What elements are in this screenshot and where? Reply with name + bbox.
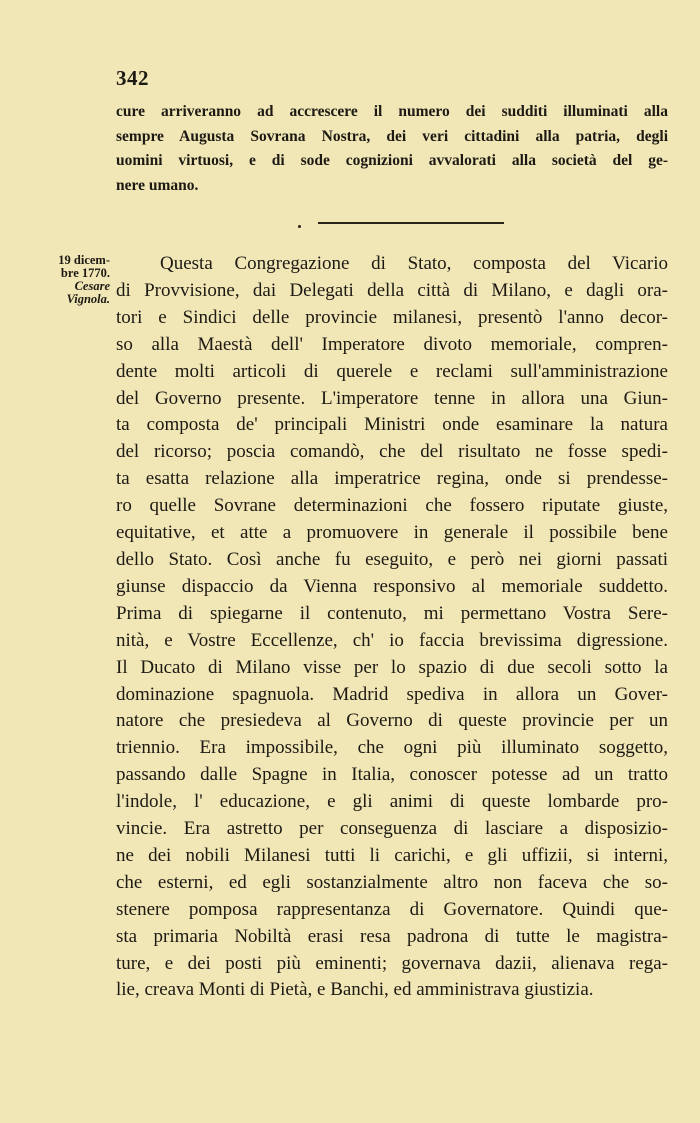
text-line: stenere pomposa rappresentanza di Governatore. Quindi que- — [116, 898, 668, 920]
page-number: 342 — [116, 66, 149, 90]
text-line: so alla Maestà dell' Imperatore divoto memoriale, compren- — [116, 333, 668, 355]
text-line: equitative, et atte a promuovere in generale il possibile bene — [116, 522, 668, 544]
text-line: Questa Congregazione di Stato, composta del Vicario — [160, 253, 668, 274]
divider-dot — [298, 225, 301, 228]
text-line: del Governo presente. L'imperatore tenne in allora una Giun- — [116, 387, 668, 409]
text-line: nità, e Vostre Eccellenze, ch' io faccia brevissima digressione. — [116, 629, 668, 651]
intro-paragraph — [116, 100, 668, 198]
text-line: Il Ducato di Milano visse per lo spazio di due secoli sotto la — [116, 656, 668, 678]
margin-author-line-2: Vignola. — [66, 292, 110, 306]
text-line: ta composta de' principali Ministri onde esaminare la natura — [116, 414, 668, 436]
text-line: sta primaria Nobiltà erasi resa padrona di tutte le magistra- — [116, 925, 668, 947]
text-line: cure arriveranno ad accrescere il numero dei sudditi illuminati alla — [116, 103, 668, 120]
text-line: ne dei nobili Milanesi tutti li carichi, e gli uffizii, si interni, — [116, 844, 668, 866]
text-line: ro quelle Sovrane determinazioni che fossero riputate giuste, — [116, 495, 668, 517]
margin-date-line-1: 19 dicem- — [58, 253, 110, 267]
text-line: l'indole, l' educazione, e gli animi di queste lombarde pro- — [116, 791, 668, 813]
body-paragraph — [116, 251, 668, 1004]
text-line: passando dalle Spagne in Italia, conoscer potesse ad un tratto — [116, 764, 668, 786]
text-line: triennio. Era impossibile, che ogni più illuminato soggetto, — [116, 737, 668, 759]
text-line: giunse dispaccio da Vienna responsivo al memoriale suddetto. — [116, 575, 668, 597]
margin-author-line-1: Cesare — [74, 279, 110, 293]
text-line: natore che presiedeva al Governo di queste provincie per un — [116, 710, 668, 732]
text-line: del ricorso; poscia comandò, che del risultato ne fosse spedi- — [116, 441, 668, 463]
text-line: Prima di spiegarne il contenuto, mi permettano Vostra Sere- — [116, 602, 668, 624]
text-line: che esterni, ed egli sostanzialmente altro non faceva che so- — [116, 871, 668, 893]
text-line: dello Stato. Così anche fu eseguito, e però nei giorni passati — [116, 548, 668, 570]
text-line: sempre Augusta Sovrana Nostra, dei veri cittadini alla patria, degli — [116, 127, 668, 145]
margin-date-line-2: bre 1770. — [60, 266, 110, 280]
text-line: nere umano. — [116, 176, 199, 194]
text-line: dente molti articoli di querele e reclami sull'amministrazione — [116, 360, 668, 382]
text-line: vincie. Era astretto per conseguenza di lasciare a disposizio- — [116, 818, 668, 840]
text-line: tori e Sindici delle provincie milanesi, presentò l'anno decor- — [116, 306, 668, 328]
text-line: uomini virtuosi, e di sode cognizioni avvalorati alla società del ge- — [116, 152, 668, 169]
text-line: ture, e dei posti più eminenti; governava dazii, alienava rega- — [116, 952, 668, 974]
text-line: dominazione spagnuola. Madrid spediva in allora un Gover- — [116, 683, 668, 705]
text-line: ta esatta relazione alla imperatrice regina, onde si prendesse- — [116, 468, 668, 490]
section-divider — [318, 222, 504, 224]
margin-note — [28, 254, 110, 306]
text-line: di Provvisione, dai Delegati della città di Milano, e dagli ora- — [116, 279, 668, 301]
text-line: lie, creava Monti di Pietà, e Banchi, ed amministrava giustizia. — [116, 979, 594, 1001]
